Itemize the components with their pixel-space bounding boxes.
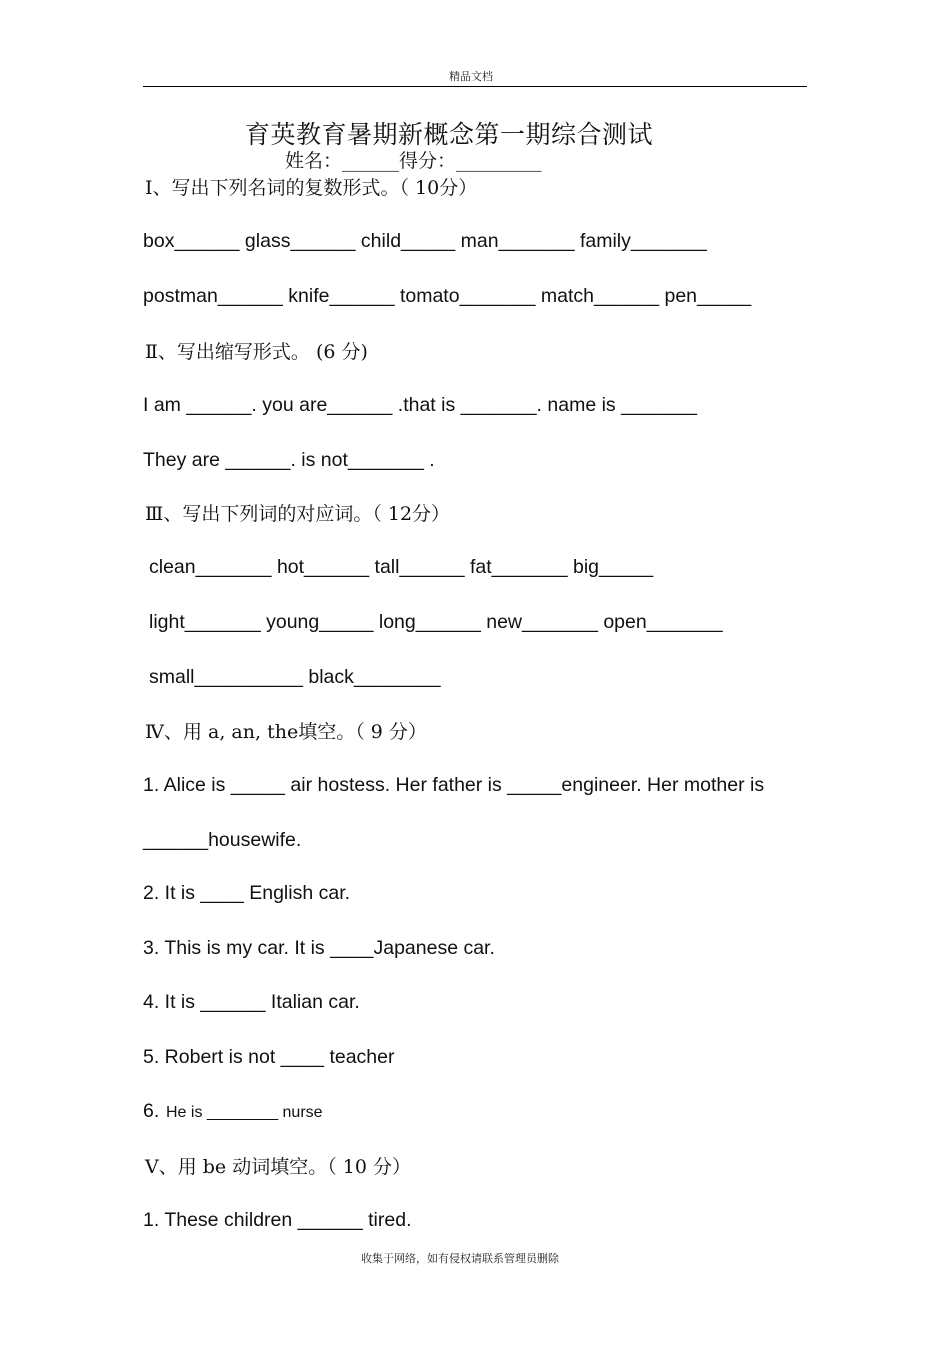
section-3-line-2: light_______ young_____ long______ new_______ open_______ [149, 611, 723, 633]
section-3-line-3: small__________ black________ [149, 666, 441, 688]
section-4-item-6-number: 6. [143, 1100, 160, 1122]
section-1-line-2: postman______ knife______ tomato_______ match______ pen_____ [143, 285, 752, 307]
section-4-item-2: 2. It is ____ English car. [143, 882, 351, 904]
page-header-label: 精品文档 [449, 70, 493, 83]
section-2-heading: Ⅱ、写出缩写形式。 (6 分) [145, 341, 368, 363]
section-2-line-2: They are ______. is not_______ . [143, 449, 435, 471]
section-5-item-1: 1. These children ______ tired. [143, 1209, 412, 1231]
section-1-heading: Ⅰ、写出下列名词的复数形式。（ 10分） [145, 177, 478, 199]
section-4-item-5: 5. Robert is not ____ teacher [143, 1046, 395, 1068]
section-4-heading: Ⅳ、用 a, an, the填空。（ 9 分） [145, 721, 427, 743]
section-3-line-1: clean_______ hot______ tall______ fat_______ big_____ [149, 556, 654, 578]
section-4-item-3: 3. This is my car. It is ____Japanese car. [143, 937, 495, 959]
section-4-line-2: ______housewife. [143, 829, 302, 851]
section-4-line-1: 1. Alice is _____ air hostess. Her father is _____engineer. Her mother is [143, 774, 765, 796]
section-4-item-4: 4. It is ______ Italian car. [143, 991, 360, 1013]
section-5-heading: Ⅴ、用 be 动词填空。（ 10 分） [145, 1156, 411, 1178]
section-3-heading: Ⅲ、写出下列词的对应词。（ 12分） [145, 503, 451, 525]
page-footer-label: 收集于网络，如有侵权请联系管理员删除 [361, 1252, 559, 1265]
section-1-line-1: box______ glass______ child_____ man_______ family_______ [143, 230, 707, 252]
header-rule [143, 86, 807, 87]
section-4-item-6-text: He is ________ nurse [166, 1104, 323, 1121]
worksheet-title: 育英教育暑期新概念第一期综合测试 [245, 120, 654, 149]
name-score-line: 姓名：______得分：_________ [285, 150, 542, 172]
section-2-line-1: I am ______. you are______ .that is _______. name is _______ [143, 394, 697, 416]
